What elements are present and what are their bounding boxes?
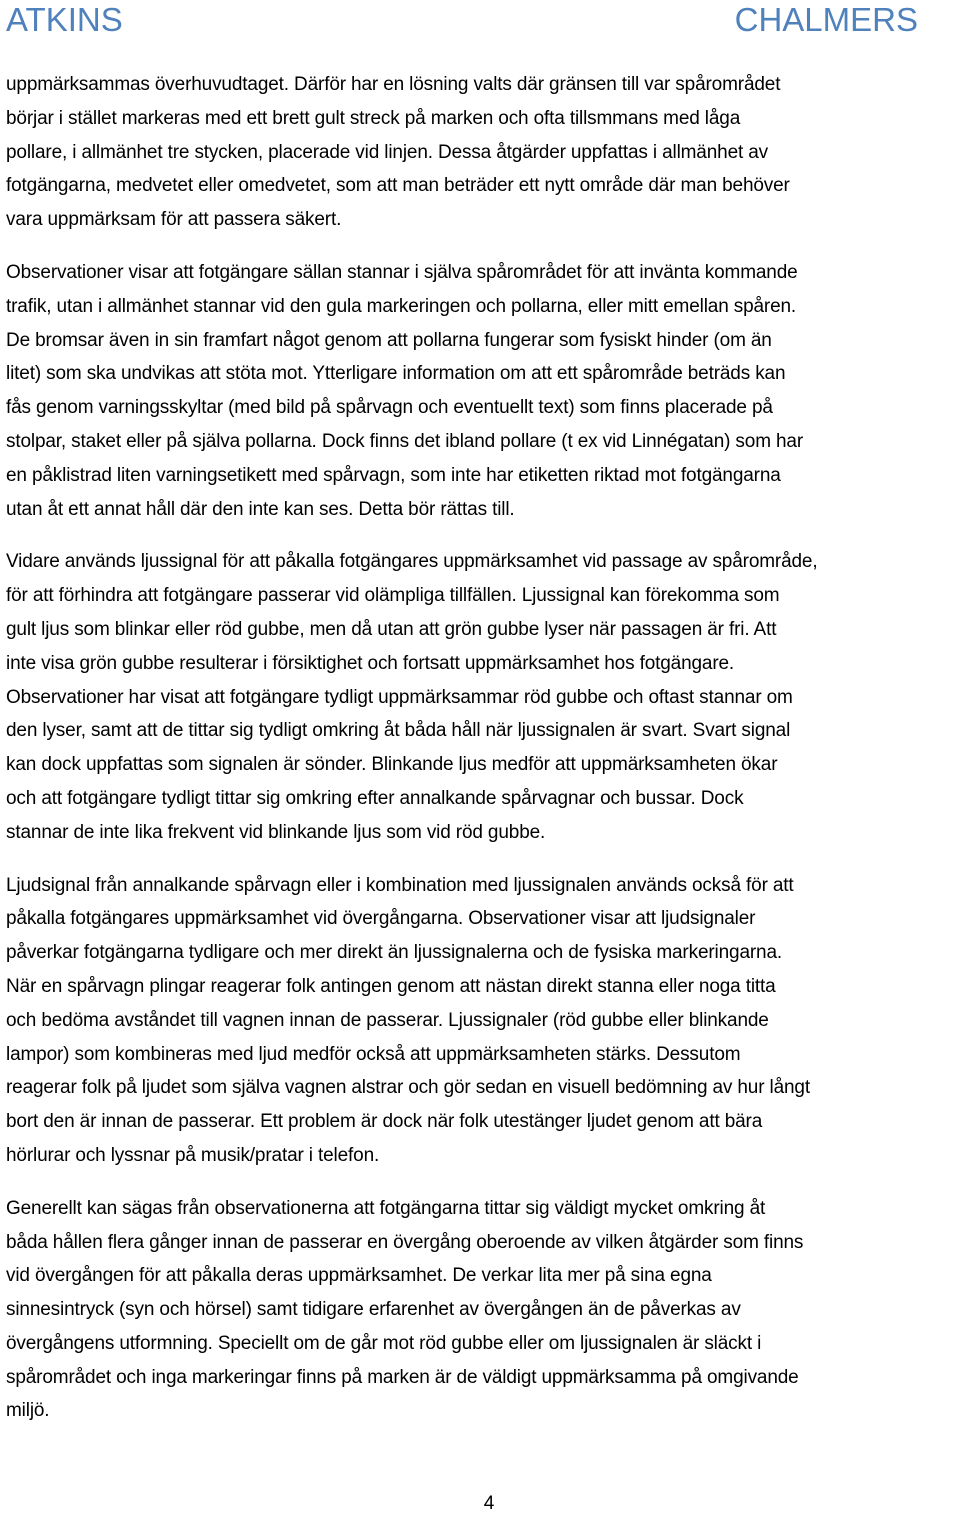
paragraph-1 <box>6 68 958 237</box>
paragraph-5 <box>6 1192 958 1429</box>
text-line: och bedöma avståndet till vagnen innan de passerar. Ljussignaler (röd gubbe eller blinkande <box>6 1009 769 1031</box>
text-line: vara uppmärksam för att passera säkert. <box>6 209 342 231</box>
text-line: utan åt ett annat håll där den inte kan ses. Detta bör rättas till. <box>6 498 515 520</box>
text-line: kan dock uppfattas som signalen är sönder. Blinkande ljus medför att uppmärksamheten ökar <box>6 754 778 776</box>
text-line: trafik, utan i allmänhet stannar vid den gula markeringen och pollarna, eller mitt emellan spåren. <box>6 295 797 317</box>
text-line: bort den är innan de passerar. Ett problem är dock när folk utestänger ljudet genom att bära <box>6 1111 763 1133</box>
text-line: börjar i stället markeras med ett brett gult streck på marken och ofta tillsmmans med låga <box>6 107 741 129</box>
text-line: gult ljus som blinkar eller röd gubbe, men då utan att grön gubbe lyser när passagen är fri. Att <box>6 618 777 640</box>
text-line: påkalla fotgängares uppmärksamhet vid övergångarna. Observationer visar att ljudsignaler <box>6 908 756 930</box>
text-line: inte visa grön gubbe resulterar i försiktighet och fortsatt uppmärksamhet hos fotgängare. <box>6 652 735 674</box>
header-logo-text-chalmers: CHALMERS <box>734 1 918 38</box>
text-line: hörlurar och lyssnar på musik/pratar i telefon. <box>6 1144 380 1166</box>
paragraph-3 <box>6 545 958 849</box>
page-header <box>0 0 960 44</box>
text-line: och att fotgängare tydligt tittar sig omkring efter annalkande spårvagnar och bussar. Dock <box>6 787 744 809</box>
text-line: De bromsar även in sin framfart något genom att pollarna fungerar som fysiskt hinder (om än <box>6 329 772 351</box>
text-line: fotgängarna, medvetet eller omedvetet, som att man beträder ett nytt område där man behöver <box>6 175 790 197</box>
text-line: den lyser, samt att de tittar sig tydligt omkring åt båda håll när ljussignalen är svart. Svart signal <box>6 720 791 742</box>
document-body <box>6 68 958 1447</box>
text-line: Vidare används ljussignal för att påkalla fotgängares uppmärksamhet vid passage av spårområde, <box>6 551 818 573</box>
text-line: övergångens utformning. Speciellt om de går mot röd gubbe eller om ljussignalen är släckt i <box>6 1332 762 1354</box>
text-line: sinnesintryck (syn och hörsel) samt tidigare erfarenhet av övergången än de påverkas av <box>6 1299 741 1321</box>
text-line: Observationer har visat att fotgängare tydligt uppmärksammar röd gubbe och oftast stannar om <box>6 686 793 708</box>
text-line: stolpar, staket eller på själva pollarna. Dock finns det ibland pollare (t ex vid Linnégatan) som har <box>6 430 804 452</box>
text-line: När en spårvagn plingar reagerar folk antingen genom att nästan direkt stanna eller noga titta <box>6 975 776 997</box>
text-line: reagerar folk på ljudet som själva vagnen alstrar och gör sedan en visuell bedömning av hur långt <box>6 1077 810 1099</box>
text-line: pollare, i allmänhet tre stycken, placerade vid linjen. Dessa åtgärder uppfattas i allmänhet av <box>6 141 769 163</box>
text-line: Observationer visar att fotgängare sällan stannar i själva spårområdet för att invänta kommande <box>6 261 798 283</box>
text-line: litet) som ska undvikas att stöta mot. Ytterligare information om att ett spårområde beträds kan <box>6 363 786 385</box>
text-line: uppmärksammas överhuvudtaget. Därför har en lösning valts där gränsen till var spårområdet <box>6 74 781 95</box>
paragraph-2 <box>6 256 958 526</box>
text-line: fås genom varningsskyltar (med bild på spårvagn och eventuellt text) som finns placerade på <box>6 397 773 419</box>
text-line: vid övergången för att påkalla deras uppmärksamhet. De verkar lita mer på sina egna <box>6 1265 712 1287</box>
text-line: miljö. <box>6 1400 50 1422</box>
text-line: spårområdet och inga markeringar finns på marken är de väldigt uppmärksamma på omgivande <box>6 1366 799 1388</box>
text-line: Generellt kan sägas från observationerna att fotgängarna tittar sig väldigt mycket omkring åt <box>6 1197 766 1219</box>
text-line: en påklistrad liten varningsetikett med spårvagn, som inte har etiketten riktad mot fotgängarna <box>6 464 781 486</box>
text-line: lampor) som kombineras med ljud medför också att uppmärksamheten stärks. Dessutom <box>6 1043 741 1065</box>
text-line: båda hållen flera gånger innan de passerar en övergång oberoende av vilken åtgärder som finns <box>6 1231 804 1253</box>
text-line: stannar de inte lika frekvent vid blinkande ljus som vid röd gubbe. <box>6 821 546 843</box>
text-line: påverkar fotgängarna tydligare och mer direkt än ljussignalerna och de fysiska markeringarna. <box>6 942 783 964</box>
paragraph-4 <box>6 869 958 1173</box>
text-line: för att förhindra att fotgängare passerar vid olämpliga tillfällen. Ljussignal kan förekomma som <box>6 585 780 607</box>
text-line: Ljudsignal från annalkande spårvagn eller i kombination med ljussignalen används också för att <box>6 874 794 896</box>
header-logo-text-atkins: ATKINS <box>6 1 123 38</box>
page-number: 4 <box>483 1493 495 1514</box>
